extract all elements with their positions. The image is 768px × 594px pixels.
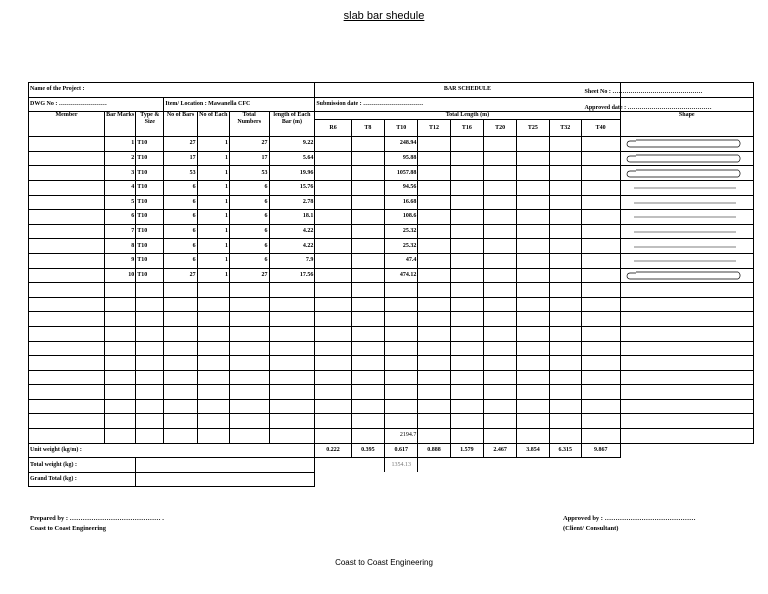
- bar-schedule-heading: BAR SCHEDULE: [315, 83, 620, 98]
- cell-each: 1: [197, 137, 229, 152]
- unit-weight-t8: 0.395: [351, 443, 384, 458]
- cell-t40: [581, 180, 620, 195]
- table-row: [29, 180, 754, 195]
- cell-t16: [450, 268, 483, 283]
- cell-bars: 6: [164, 195, 197, 210]
- grand-total-label: Grand Total (kg) :: [29, 472, 136, 487]
- cell-each: 1: [197, 239, 229, 254]
- col-total-length: Total Length (m): [315, 112, 620, 120]
- cell-bars: 27: [164, 268, 197, 283]
- cell-t10: 16.68: [385, 195, 418, 210]
- cell-mark: 2: [105, 151, 136, 166]
- cell-bars: 27: [164, 137, 197, 152]
- table-row: [29, 239, 754, 254]
- cell-total: 6: [229, 224, 269, 239]
- cell-type: T10: [136, 224, 164, 239]
- col-size-t16: T16: [450, 120, 483, 137]
- cell-t32: [549, 210, 581, 225]
- cell-t10: 1057.88: [385, 166, 418, 181]
- cell-bars: 6: [164, 210, 197, 225]
- cell-mark: 8: [105, 239, 136, 254]
- cell-each: 1: [197, 268, 229, 283]
- cell-length: 2.78: [269, 195, 315, 210]
- col-total-numbers: Total Numbers: [229, 112, 269, 137]
- cell-t40: [581, 268, 620, 283]
- cell-t16: [450, 151, 483, 166]
- approved-by: Approved by : ……………………………………: [563, 515, 696, 522]
- cell-length: 9.22: [269, 137, 315, 152]
- footer-company: Coast to Coast Engineering: [335, 558, 433, 567]
- dwg-no: DWG No : ……………………: [29, 97, 164, 112]
- cell-r6: [315, 224, 351, 239]
- cell-total: 6: [229, 253, 269, 268]
- cell-t16: [450, 239, 483, 254]
- unit-weight-t32: 6.315: [549, 443, 581, 458]
- cell-t10: 94.56: [385, 180, 418, 195]
- prepared-company: Coast to Coast Engineering: [30, 525, 107, 532]
- cell-t20: [483, 195, 516, 210]
- table-row: [29, 195, 754, 210]
- col-no-of-each: No of Each: [197, 112, 229, 137]
- cell-t12: [418, 151, 450, 166]
- cell-length: 19.96: [269, 166, 315, 181]
- cell-r6: [315, 151, 351, 166]
- cell-t16: [450, 210, 483, 225]
- unit-weight-t12: 0.888: [418, 443, 450, 458]
- cell-type: T10: [136, 151, 164, 166]
- cell-t40: [581, 239, 620, 254]
- cell-r6: [315, 253, 351, 268]
- col-size-t8: T8: [351, 120, 384, 137]
- total-weight-label: Total weight (kg) :: [29, 458, 136, 473]
- cell-t32: [549, 166, 581, 181]
- cell-t16: [450, 137, 483, 152]
- cell-mark: 3: [105, 166, 136, 181]
- col-size-t20: T20: [483, 120, 516, 137]
- cell-r6: [315, 195, 351, 210]
- cell-member: [29, 180, 105, 195]
- cell-member: [29, 224, 105, 239]
- unit-weight-t25: 3.854: [517, 443, 549, 458]
- cell-t8: [351, 151, 384, 166]
- cell-t8: [351, 239, 384, 254]
- cell-t8: [351, 253, 384, 268]
- cell-t8: [351, 195, 384, 210]
- cell-shape: [620, 180, 753, 195]
- cell-t16: [450, 180, 483, 195]
- cell-t25: [517, 268, 549, 283]
- col-size-r6: R6: [315, 120, 351, 137]
- cell-t32: [549, 253, 581, 268]
- cell-member: [29, 239, 105, 254]
- unit-weight-label: Unit weight (kg/m) :: [29, 443, 315, 458]
- cell-t16: [450, 253, 483, 268]
- cell-t32: [549, 137, 581, 152]
- prepared-by: Prepared by : …………………………………… .: [30, 515, 164, 522]
- cell-t20: [483, 210, 516, 225]
- cell-each: 1: [197, 224, 229, 239]
- table-row: [29, 268, 754, 283]
- cell-t12: [418, 224, 450, 239]
- cell-shape: [620, 137, 753, 152]
- bar-schedule-table: [28, 82, 754, 487]
- cell-t32: [549, 151, 581, 166]
- cell-t12: [418, 166, 450, 181]
- col-size-t40: T40: [581, 120, 620, 137]
- cell-each: 1: [197, 166, 229, 181]
- cell-length: 17.56: [269, 268, 315, 283]
- cell-t8: [351, 210, 384, 225]
- table-row: [29, 137, 754, 152]
- cell-shape: [620, 166, 753, 181]
- t10-sum: 2194.7: [385, 429, 418, 444]
- cell-t12: [418, 210, 450, 225]
- cell-t8: [351, 166, 384, 181]
- unit-weight-r6: 0.222: [315, 443, 351, 458]
- col-bar-marks: Bar Marks: [105, 112, 136, 137]
- cell-t32: [549, 195, 581, 210]
- cell-type: T10: [136, 253, 164, 268]
- cell-bars: 53: [164, 166, 197, 181]
- cell-t12: [418, 253, 450, 268]
- cell-mark: 6: [105, 210, 136, 225]
- cell-r6: [315, 180, 351, 195]
- cell-r6: [315, 210, 351, 225]
- cell-t25: [517, 253, 549, 268]
- cell-t12: [418, 180, 450, 195]
- col-size-t32: T32: [549, 120, 581, 137]
- cell-bars: 17: [164, 151, 197, 166]
- empty-row: [29, 326, 754, 341]
- cell-t40: [581, 210, 620, 225]
- cell-each: 1: [197, 151, 229, 166]
- table-row: [29, 166, 754, 181]
- cell-length: 4.22: [269, 224, 315, 239]
- col-size-t10: T10: [385, 120, 418, 137]
- table-row: [29, 253, 754, 268]
- empty-row: [29, 312, 754, 327]
- cell-t20: [483, 268, 516, 283]
- col-shape: Shape: [620, 112, 753, 137]
- unit-weight-t10: 0.617: [385, 443, 418, 458]
- cell-bars: 6: [164, 253, 197, 268]
- cell-t20: [483, 166, 516, 181]
- cell-total: 6: [229, 195, 269, 210]
- cell-mark: 4: [105, 180, 136, 195]
- t10-weight: 1354.13: [385, 458, 418, 473]
- cell-length: 4.22: [269, 239, 315, 254]
- cell-type: T10: [136, 166, 164, 181]
- cell-bars: 6: [164, 224, 197, 239]
- hooked-bar-shape-icon: [627, 140, 740, 147]
- cell-t40: [581, 195, 620, 210]
- cell-member: [29, 166, 105, 181]
- cell-t40: [581, 253, 620, 268]
- cell-shape: [620, 195, 753, 210]
- hooked-bar-shape-icon: [627, 272, 740, 279]
- submission-date: Submission date : …………………………: [315, 97, 620, 112]
- document-title: slab bar shedule: [343, 10, 425, 22]
- cell-bars: 6: [164, 180, 197, 195]
- cell-t20: [483, 137, 516, 152]
- cell-member: [29, 151, 105, 166]
- cell-t10: 25.32: [385, 224, 418, 239]
- cell-t10: 25.32: [385, 239, 418, 254]
- cell-mark: 9: [105, 253, 136, 268]
- cell-r6: [315, 268, 351, 283]
- project-name-label: Name of the Project :: [29, 83, 315, 98]
- table-row: [29, 151, 754, 166]
- cell-t32: [549, 180, 581, 195]
- hooked-bar-shape-icon: [627, 155, 740, 162]
- prepared-by-block: [30, 514, 164, 534]
- cell-r6: [315, 239, 351, 254]
- empty-row: [29, 370, 754, 385]
- cell-shape: [620, 239, 753, 254]
- cell-t8: [351, 224, 384, 239]
- sheet-no: Sheet No : ………………………………………: [620, 83, 753, 98]
- cell-t16: [450, 166, 483, 181]
- cell-t10: 95.88: [385, 151, 418, 166]
- cell-t25: [517, 180, 549, 195]
- cell-t16: [450, 195, 483, 210]
- cell-shape: [620, 151, 753, 166]
- cell-t8: [351, 180, 384, 195]
- cell-total: 6: [229, 180, 269, 195]
- cell-t20: [483, 253, 516, 268]
- empty-row: [29, 399, 754, 414]
- item-location: Item/ Location : Mawanella CFC: [164, 97, 315, 112]
- cell-type: T10: [136, 195, 164, 210]
- cell-t25: [517, 210, 549, 225]
- cell-each: 1: [197, 253, 229, 268]
- col-size-t25: T25: [517, 120, 549, 137]
- cell-t25: [517, 151, 549, 166]
- empty-row: [29, 385, 754, 400]
- unit-weight-t40: 9.867: [581, 443, 620, 458]
- cell-bars: 6: [164, 239, 197, 254]
- cell-total: 27: [229, 268, 269, 283]
- cell-t12: [418, 195, 450, 210]
- cell-t16: [450, 224, 483, 239]
- cell-mark: 7: [105, 224, 136, 239]
- cell-t40: [581, 224, 620, 239]
- cell-member: [29, 137, 105, 152]
- cell-member: [29, 210, 105, 225]
- cell-t12: [418, 137, 450, 152]
- cell-type: T10: [136, 210, 164, 225]
- cell-t32: [549, 239, 581, 254]
- cell-t12: [418, 268, 450, 283]
- cell-member: [29, 195, 105, 210]
- col-no-of-bars: No of Bars: [164, 112, 197, 137]
- cell-t10: 248.94: [385, 137, 418, 152]
- cell-t40: [581, 137, 620, 152]
- cell-t25: [517, 166, 549, 181]
- cell-mark: 5: [105, 195, 136, 210]
- cell-mark: 10: [105, 268, 136, 283]
- cell-t20: [483, 224, 516, 239]
- cell-total: 53: [229, 166, 269, 181]
- approved-by-block: [563, 514, 696, 534]
- cell-total: 6: [229, 210, 269, 225]
- cell-shape: [620, 210, 753, 225]
- cell-length: 7.9: [269, 253, 315, 268]
- cell-t10: 108.6: [385, 210, 418, 225]
- cell-shape: [620, 224, 753, 239]
- cell-t25: [517, 195, 549, 210]
- cell-t25: [517, 137, 549, 152]
- approved-date: Approved date : ……………………………………: [620, 97, 753, 112]
- cell-t12: [418, 239, 450, 254]
- cell-t25: [517, 224, 549, 239]
- cell-t20: [483, 239, 516, 254]
- cell-type: T10: [136, 268, 164, 283]
- empty-row: [29, 283, 754, 298]
- cell-r6: [315, 137, 351, 152]
- cell-t8: [351, 137, 384, 152]
- cell-t20: [483, 151, 516, 166]
- cell-member: [29, 268, 105, 283]
- empty-row: [29, 356, 754, 371]
- empty-row: [29, 297, 754, 312]
- cell-t32: [549, 224, 581, 239]
- cell-member: [29, 253, 105, 268]
- cell-mark: 1: [105, 137, 136, 152]
- unit-weight-t16: 1.579: [450, 443, 483, 458]
- cell-r6: [315, 166, 351, 181]
- empty-row: [29, 341, 754, 356]
- cell-t40: [581, 166, 620, 181]
- approved-role: (Client/ Consultant): [563, 525, 619, 532]
- table-row: [29, 224, 754, 239]
- cell-t8: [351, 268, 384, 283]
- cell-t20: [483, 180, 516, 195]
- cell-shape: [620, 253, 753, 268]
- cell-type: T10: [136, 239, 164, 254]
- cell-total: 6: [229, 239, 269, 254]
- cell-total: 17: [229, 151, 269, 166]
- cell-t25: [517, 239, 549, 254]
- cell-shape: [620, 268, 753, 283]
- cell-t32: [549, 268, 581, 283]
- cell-each: 1: [197, 195, 229, 210]
- cell-t10: 47.4: [385, 253, 418, 268]
- cell-length: 15.76: [269, 180, 315, 195]
- cell-type: T10: [136, 137, 164, 152]
- hooked-bar-shape-icon: [627, 170, 740, 177]
- cell-each: 1: [197, 180, 229, 195]
- cell-length: 5.64: [269, 151, 315, 166]
- col-type-size: Type & Size: [136, 112, 164, 137]
- col-member: Member: [29, 112, 105, 137]
- cell-t10: 474.12: [385, 268, 418, 283]
- table-row: [29, 210, 754, 225]
- cell-length: 18.1: [269, 210, 315, 225]
- cell-each: 1: [197, 210, 229, 225]
- unit-weight-t20: 2.467: [483, 443, 516, 458]
- cell-type: T10: [136, 180, 164, 195]
- empty-row: [29, 414, 754, 429]
- cell-t40: [581, 151, 620, 166]
- col-length-each: length of Each Bar (m): [269, 112, 315, 137]
- cell-total: 27: [229, 137, 269, 152]
- col-size-t12: T12: [418, 120, 450, 137]
